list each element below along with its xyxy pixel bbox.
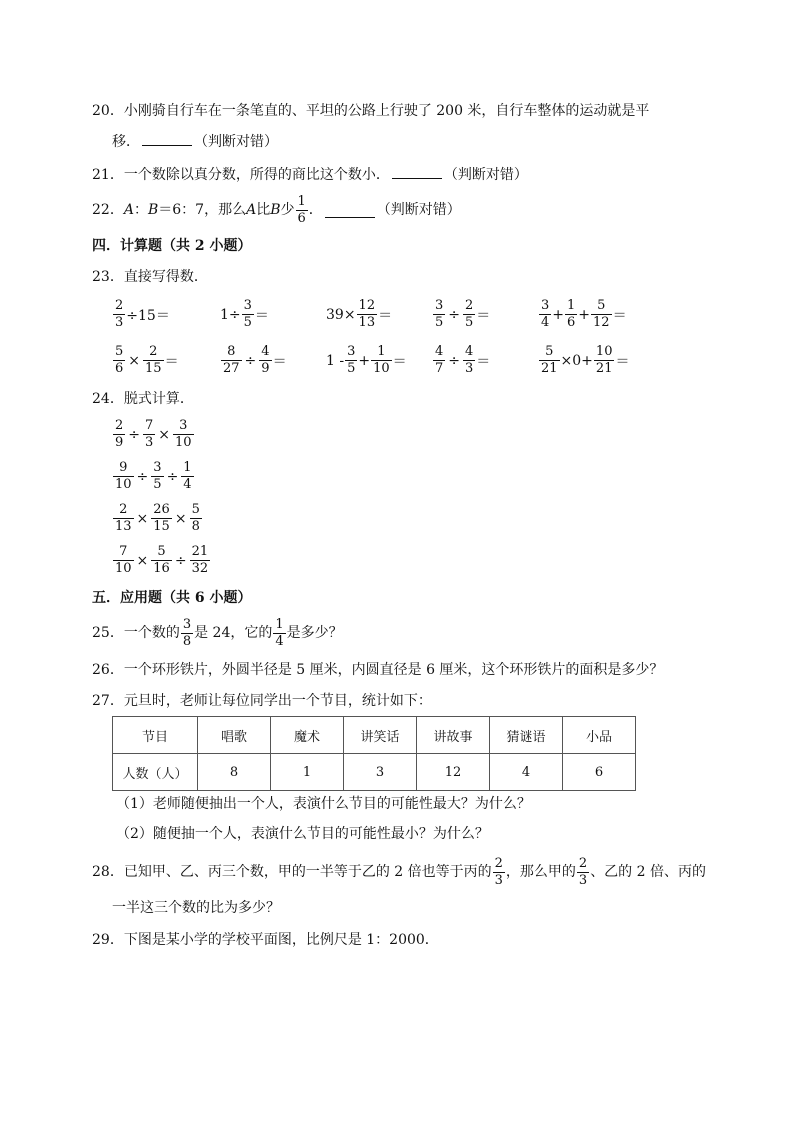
question-22: 22． A ： B ＝6：7，那么 A 比 B 少 1 6 ． （判断对错） xyxy=(92,193,461,226)
answer-blank-21[interactable] xyxy=(392,164,442,179)
question-29: 29．下图是某小学的学校平面图，比例尺是 1：2000． xyxy=(92,932,439,948)
answer-blank-20[interactable] xyxy=(142,131,192,146)
section-5-heading: 五．应用题（共 6 小题） xyxy=(92,590,252,606)
table-header-row: 节目 唱歌 魔术 讲笑话 讲故事 猜谜语 小品 xyxy=(113,717,636,754)
question-28-line1: 28．已知甲、乙、丙三个数，甲的一半等于乙的 2 倍也等于丙的 2 3 ，那么甲的 2 3 、乙的 2 倍、丙的 xyxy=(92,855,706,888)
expression-23-6: $\frac{5}{6}$ × $\frac{2}{15}$ ＝ xyxy=(115,344,179,376)
fraction: 1 6 xyxy=(297,193,306,226)
question-23-title: 23．直接写得数． xyxy=(92,269,208,285)
table-row: 人数（人） 8 1 3 12 4 6 xyxy=(113,754,636,791)
question-25: 25．一个数的 3 8 是 24，它的 1 4 是多少？ xyxy=(92,616,343,649)
expression-24-1: $\frac{2}{9}$ ÷ $\frac{7}{3}$ × $\frac{3}{10}$ xyxy=(115,418,192,450)
expression-23-5: 3 4 + $\frac{1}{6}$ + $\frac{5}{12}$ ＝ xyxy=(541,298,627,330)
expression-23-4: $\frac{3}{5}$ ÷ $\frac{2}{5}$ ＝ xyxy=(435,298,491,330)
question-21: 21．一个数除以真分数，所得的商比这个数小． （判断对错） xyxy=(92,164,528,185)
question-28-line2: 一半这三个数的比为多少？ xyxy=(112,900,280,916)
question-27-sub1: （1）老师随便抽出一个人，表演什么节目的可能性最大？为什么？ xyxy=(116,796,531,812)
expression-24-2: $\frac{9}{10}$ ÷ $\frac{3}{5}$ ÷ $\frac{1}{4}$ xyxy=(115,460,192,492)
expression-24-4: $\frac{7}{10}$ × $\frac{5}{16}$ ÷ $\frac{21}{32}$ xyxy=(115,544,209,576)
question-24-title: 24．脱式计算． xyxy=(92,391,194,407)
question-26: 26．一个环形铁片，外圆半径是 5 厘米，内圆直径是 6 厘米，这个环形铁片的面积是多少？ xyxy=(92,662,664,678)
expression-23-3: 39× $\frac{12}{13}$ ＝ xyxy=(326,298,393,330)
question-27-sub2: （2）随便抽一个人，表演什么节目的可能性最小？为什么？ xyxy=(116,826,489,842)
expression-23-8: 1 - 3 5 + $\frac{1}{10}$ ＝ xyxy=(326,344,407,376)
expression-23-7: $\frac{8}{27}$ ÷ $\frac{4}{9}$ ＝ xyxy=(223,344,287,376)
expression-24-3: $\frac{2}{13}$ × $\frac{26}{15}$ × $\frac{5}{8}$ xyxy=(115,502,200,534)
question-27-title: 27．元旦时，老师让每位同学出一个节目，统计如下： xyxy=(92,693,432,709)
expression-23-10: $\frac{5}{21}$ ×0+ $\frac{10}{21}$ ＝ xyxy=(541,344,630,376)
expression-23-1: $\frac{2}{3}$ ÷15＝ xyxy=(115,298,170,330)
expression-23-2: 1÷ $\frac{3}{5}$ ＝ xyxy=(220,298,269,330)
answer-blank-22[interactable] xyxy=(325,203,375,218)
section-4-heading: 四．计算题（共 2 小题） xyxy=(92,238,252,254)
question-20-line2: 移． （判断对错） xyxy=(112,131,278,152)
question-20-line1: 20．小刚骑自行车在一条笔直的、平坦的公路上行驶了 200 米，自行车整体的运动就是平 xyxy=(92,103,650,119)
expression-23-9: $\frac{4}{7}$ ÷ $\frac{4}{3}$ ＝ xyxy=(435,344,491,376)
program-statistics-table xyxy=(112,716,636,791)
